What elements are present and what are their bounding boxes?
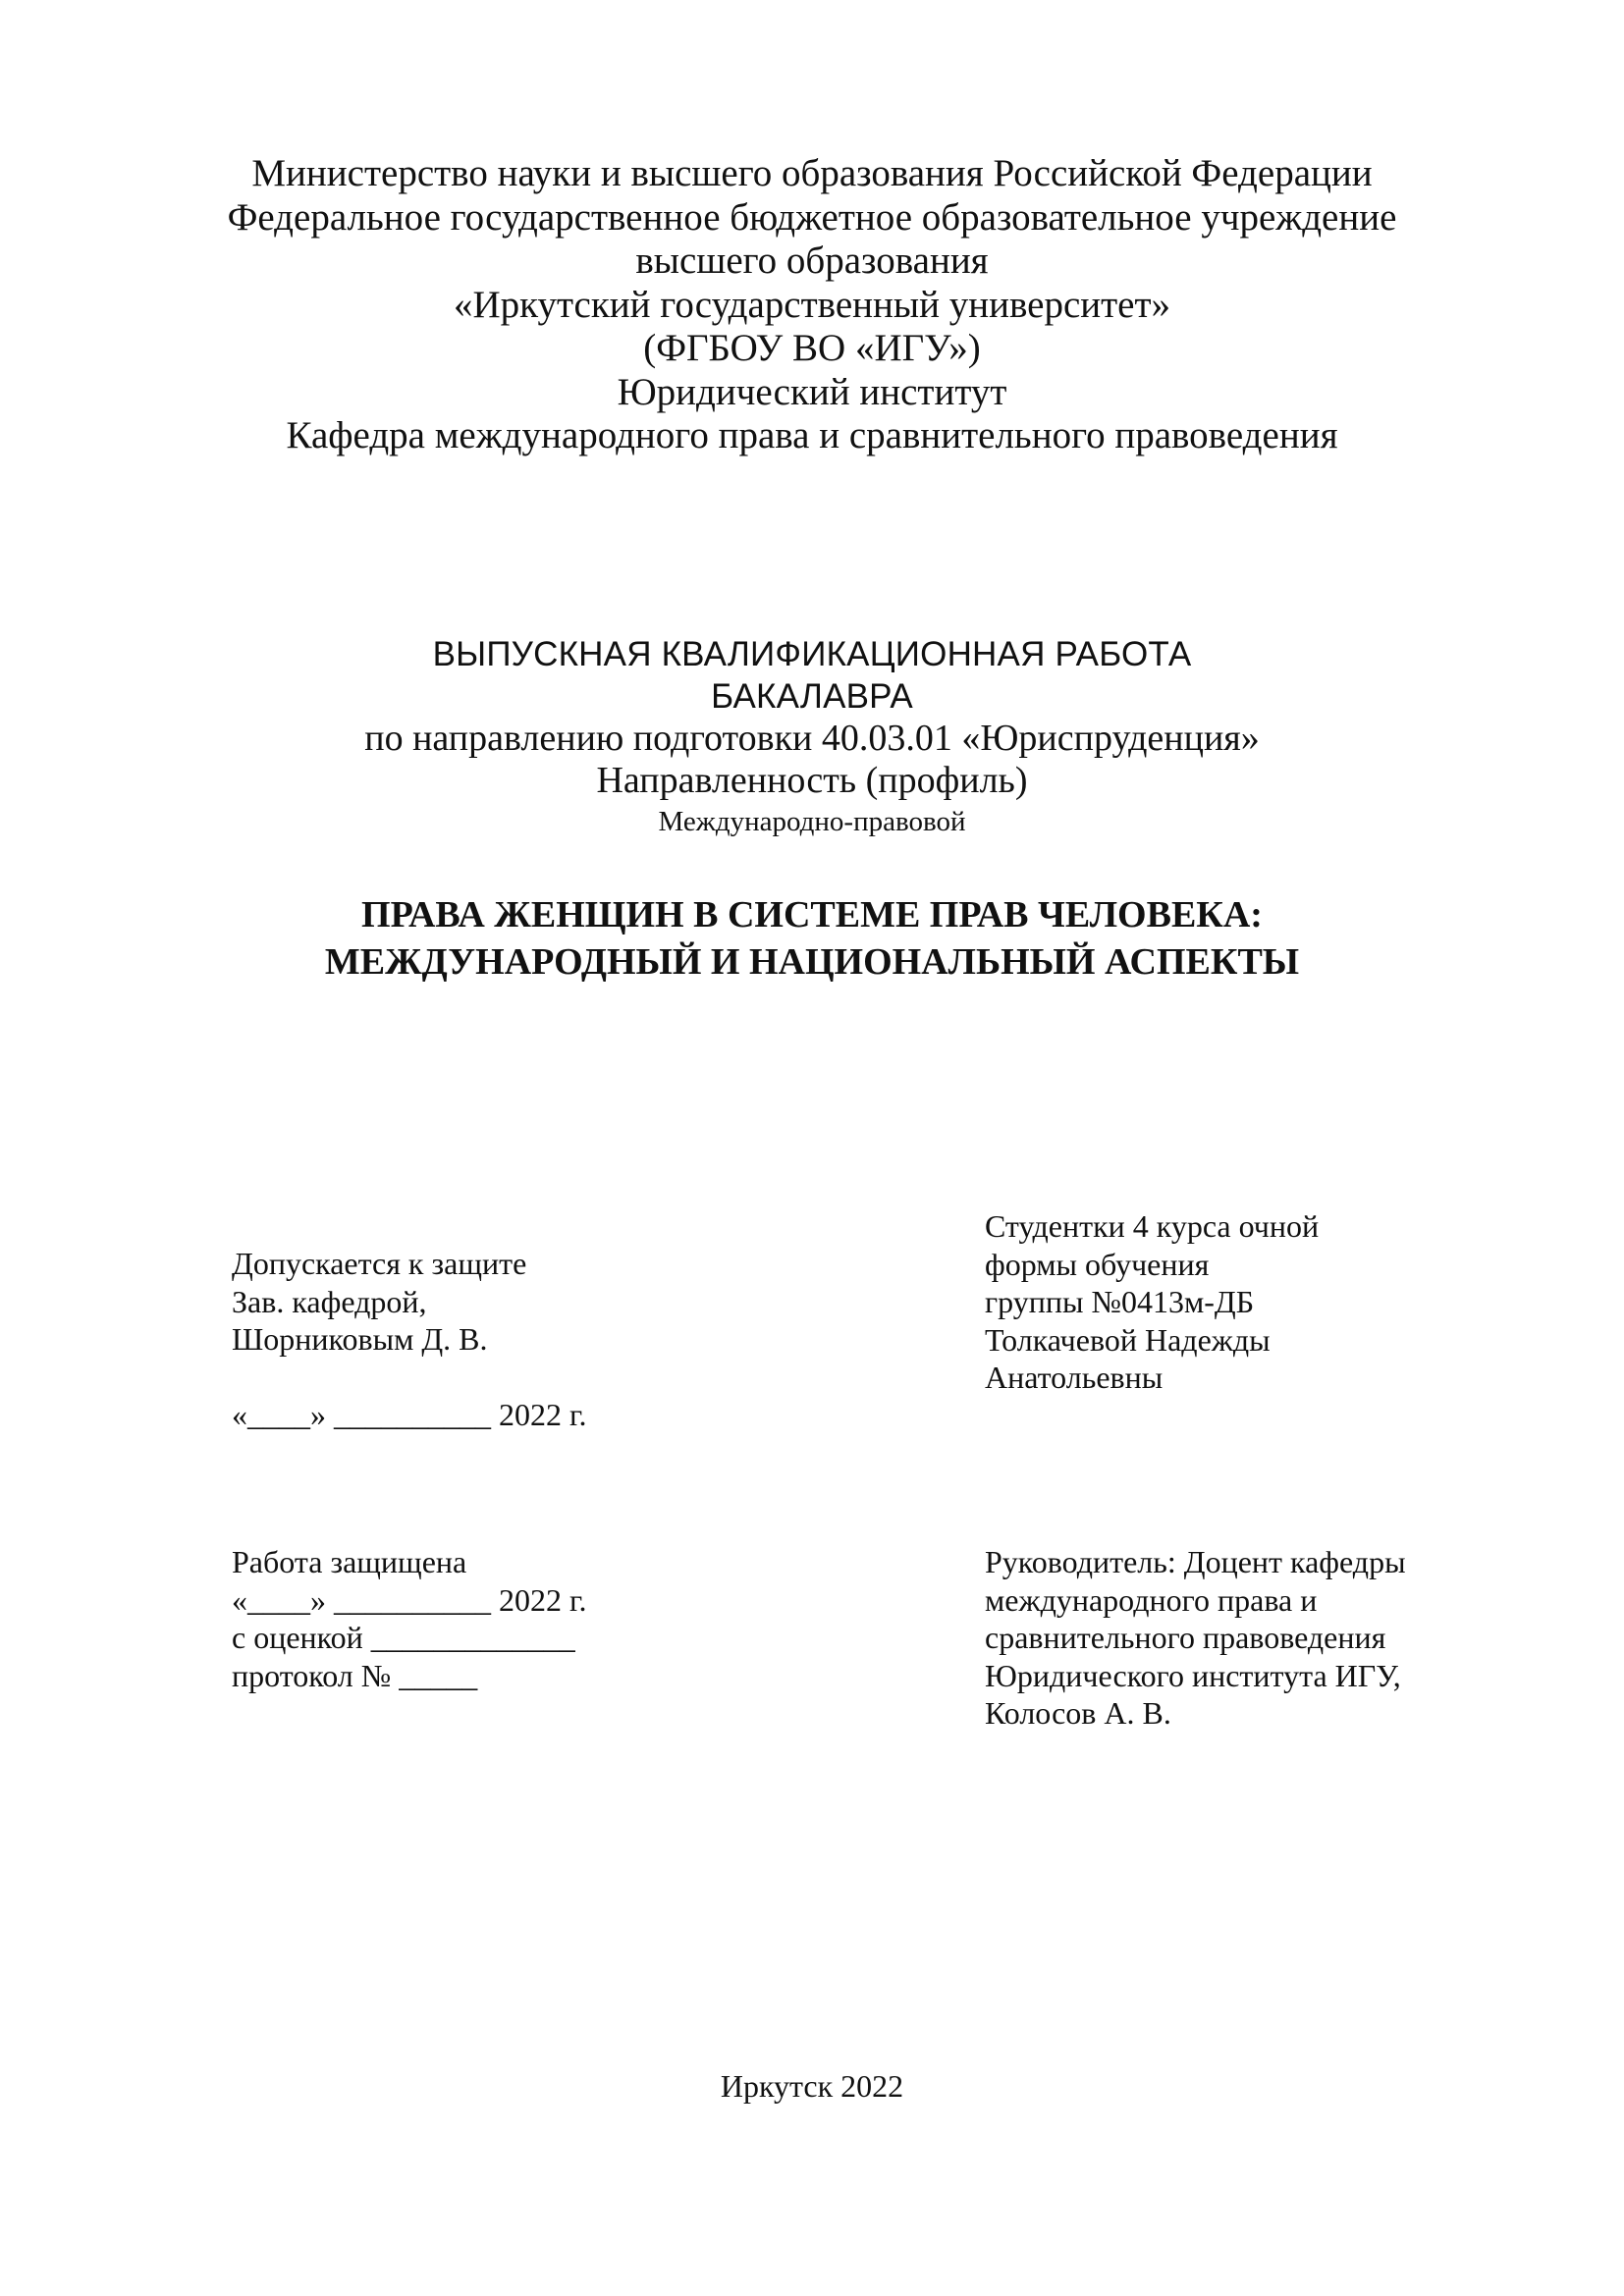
admission-line-2: Зав. кафедрой, [232, 1283, 427, 1319]
student-line-3: группы №0413м-ДБ [985, 1284, 1255, 1319]
advisor-line-5: Колосов А. В. [985, 1695, 1171, 1731]
profile-value: Международно-правовой [658, 806, 966, 837]
student-line-4: Толкачевой Надежды [985, 1321, 1271, 1358]
student-line-1: Студентки 4 курса очной [985, 1208, 1320, 1244]
student-block [985, 1207, 1319, 1397]
admission-date-line: «____» __________ 2022 г. [232, 1396, 587, 1432]
student-line-5: Анатольевны [985, 1360, 1164, 1395]
admission-line-1: Допускается к защите [232, 1246, 527, 1281]
thesis-title-line-1: ПРАВА ЖЕНЩИН В СИСТЕМЕ ПРАВ ЧЕЛОВЕКА: [361, 894, 1263, 935]
defense-line-2: «____» __________ 2022 г. [232, 1581, 587, 1618]
header-block [0, 152, 1624, 458]
admission-block [232, 1245, 587, 1433]
spacer [232, 1359, 587, 1396]
ministry-line: Министерство науки и высшего образования Российской Федерации [251, 152, 1373, 194]
advisor-line-1: Руководитель: Доцент кафедры [985, 1544, 1406, 1579]
defense-block [232, 1543, 587, 1694]
advisor-line-2: международного права и [985, 1581, 1318, 1618]
advisor-block [985, 1543, 1406, 1733]
advisor-line-4: Юридического института ИГУ, [985, 1657, 1401, 1693]
student-line-2: формы обучения [985, 1246, 1210, 1282]
department-line: Кафедра международного права и сравнительного правоведения [286, 414, 1338, 456]
defense-line-1: Работа защищена [232, 1544, 467, 1579]
defense-line-4: протокол № _____ [232, 1657, 478, 1693]
thesis-title [0, 891, 1624, 986]
work-type-line-1: ВЫПУСКНАЯ КВАЛИФИКАЦИОННАЯ РАБОТА [432, 635, 1192, 673]
work-type-block [0, 633, 1624, 841]
footer-city-year: Иркутск 2022 [720, 2068, 904, 2104]
direction-line: по направлению подготовки 40.03.01 «Юриспруденция» [364, 718, 1260, 759]
institute-line: Юридический институт [617, 370, 1007, 413]
profile-label: Направленность (профиль) [596, 760, 1028, 801]
work-type-line-2: БАКАЛАВРА [711, 677, 913, 716]
education-level-line: высшего образования [635, 240, 989, 282]
thesis-title-line-2: МЕЖДУНАРОДНЫЙ И НАЦИОНАЛЬНЫЙ АСПЕКТЫ [324, 941, 1300, 983]
university-name-line: «Иркутский государственный университет» [453, 283, 1171, 326]
institution-type-line: Федеральное государственное бюджетное образовательное учреждение [227, 195, 1397, 239]
admission-line-3: Шорниковым Д. В. [232, 1321, 488, 1357]
university-abbr-line: (ФГБОУ ВО «ИГУ») [643, 327, 981, 369]
advisor-line-3: сравнительного правоведения [985, 1620, 1386, 1655]
defense-line-3: с оценкой _____________ [232, 1620, 575, 1655]
